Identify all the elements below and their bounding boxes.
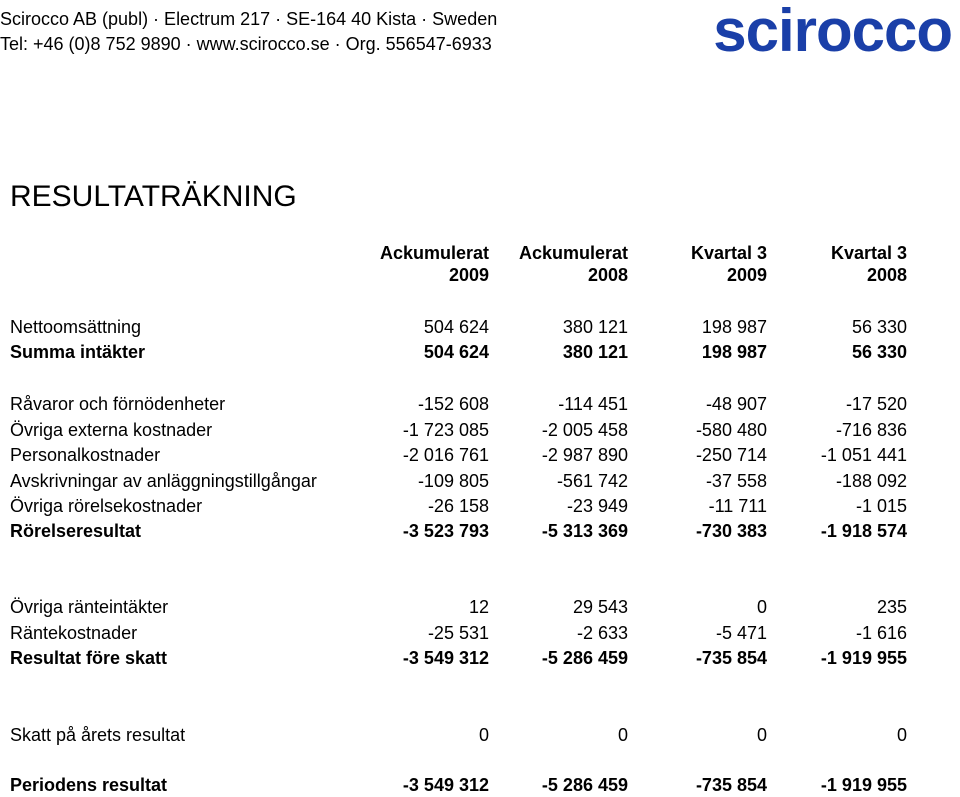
cell-value: 0	[617, 725, 628, 745]
row-label: Övriga externa kostnader	[10, 420, 213, 440]
cell-value: -17 520	[845, 394, 907, 414]
row-label: Nettoomsättning	[10, 317, 142, 337]
cell-value: -580 480	[695, 420, 767, 440]
table-row-personalkostnader	[0, 445, 960, 467]
column-header-line2: 2008	[587, 265, 628, 285]
cell-value: -25 531	[427, 623, 489, 643]
table-row-nettoomsattning	[0, 317, 960, 339]
cell-value: -1 723 085	[402, 420, 489, 440]
column-header-q3-2008	[831, 242, 907, 286]
cell-value: 0	[756, 597, 767, 617]
cell-value: -2 005 458	[541, 420, 628, 440]
cell-value: 56 330	[851, 342, 907, 362]
cell-value: -152 608	[417, 394, 489, 414]
cell-value: -1 051 441	[820, 445, 907, 465]
table-row-rorelseresultat	[0, 521, 960, 543]
cell-value: -1 919 955	[820, 648, 907, 668]
row-label: Resultat före skatt	[10, 648, 168, 668]
row-label: Personalkostnader	[10, 445, 161, 465]
cell-value: 380 121	[562, 342, 628, 362]
cell-value: -735 854	[695, 648, 767, 668]
cell-value: -5 286 459	[541, 775, 628, 795]
cell-value: -5 471	[715, 623, 767, 643]
row-label: Skatt på årets resultat	[10, 725, 186, 745]
cell-value: -730 383	[695, 521, 767, 541]
column-header-line1: Kvartal 3	[690, 243, 767, 263]
cell-value: -2 987 890	[541, 445, 628, 465]
column-header-acc-2009	[380, 242, 489, 286]
cell-value: 0	[896, 725, 907, 745]
column-header-line2: 2009	[448, 265, 489, 285]
row-label: Avskrivningar av anläggningstillgångar	[10, 471, 317, 491]
table-row-ravaror	[0, 394, 960, 416]
cell-value: 12	[468, 597, 489, 617]
table-row-summa-intakter	[0, 342, 960, 364]
cell-value: -716 836	[835, 420, 907, 440]
table-row-periodens-resultat	[0, 775, 960, 797]
row-label: Summa intäkter	[10, 342, 146, 362]
row-label: Övriga rörelsekostnader	[10, 496, 203, 516]
column-header-acc-2008	[519, 242, 628, 286]
company-contact-line: Tel: +46 (0)8 752 9890 · www.scirocco.se · Org. 556547-6933	[0, 34, 492, 54]
cell-value: -735 854	[695, 775, 767, 795]
cell-value: -26 158	[427, 496, 489, 516]
cell-value: -188 092	[835, 471, 907, 491]
cell-value: 198 987	[701, 317, 767, 337]
row-label: Räntekostnader	[10, 623, 138, 643]
column-header-line1: Kvartal 3	[830, 243, 907, 263]
cell-value: 380 121	[562, 317, 628, 337]
cell-value: -114 451	[558, 394, 628, 414]
cell-value: -37 558	[705, 471, 767, 491]
cell-value: -561 742	[556, 471, 628, 491]
cell-value: 29 543	[572, 597, 628, 617]
cell-value: -1 015	[855, 496, 907, 516]
cell-value: -3 523 793	[402, 521, 489, 541]
scirocco-logo: scirocco	[713, 0, 952, 64]
table-row-rantekostnader	[0, 623, 960, 645]
page-title: RESULTATRÄKNING	[10, 180, 297, 213]
row-label: Övriga ränteintäkter	[10, 597, 169, 617]
table-row-externa-kostnader	[0, 420, 960, 442]
column-header-line1: Ackumulerat	[379, 243, 489, 263]
row-label: Periodens resultat	[10, 775, 168, 795]
cell-value: 504 624	[423, 317, 489, 337]
cell-value: -11 711	[708, 496, 767, 516]
cell-value: -23 949	[566, 496, 628, 516]
cell-value: -1 616	[855, 623, 907, 643]
cell-value: -5 286 459	[541, 648, 628, 668]
cell-value: 198 987	[701, 342, 767, 362]
table-row-ranteintakter	[0, 597, 960, 619]
table-row-avskrivningar	[0, 471, 960, 493]
cell-value: -48 907	[705, 394, 767, 414]
column-header-line2: 2009	[726, 265, 767, 285]
cell-value: -1 919 955	[820, 775, 907, 795]
cell-value: -2 016 761	[402, 445, 489, 465]
column-header-line1: Ackumulerat	[518, 243, 628, 263]
row-label: Råvaror och förnödenheter	[10, 394, 226, 414]
row-label: Rörelseresultat	[10, 521, 142, 541]
cell-value: 0	[756, 725, 767, 745]
cell-value: -2 633	[576, 623, 628, 643]
table-row-skatt	[0, 725, 960, 747]
company-address-line: Scirocco AB (publ) · Electrum 217 · SE-164 40 Kista · Sweden	[0, 9, 498, 29]
column-header-q3-2009	[691, 242, 767, 286]
cell-value: 504 624	[423, 342, 489, 362]
table-row-rorelsekostnader	[0, 496, 960, 518]
cell-value: -250 714	[695, 445, 767, 465]
cell-value: -5 313 369	[541, 521, 628, 541]
cell-value: -109 805	[417, 471, 489, 491]
cell-value: 235	[876, 597, 907, 617]
table-row-resultat-fore-skatt	[0, 648, 960, 670]
cell-value: 56 330	[851, 317, 907, 337]
cell-value: -3 549 312	[402, 648, 489, 668]
cell-value: -1 918 574	[820, 521, 907, 541]
cell-value: -3 549 312	[402, 775, 489, 795]
column-header-line2: 2008	[866, 265, 907, 285]
cell-value: 0	[478, 725, 489, 745]
